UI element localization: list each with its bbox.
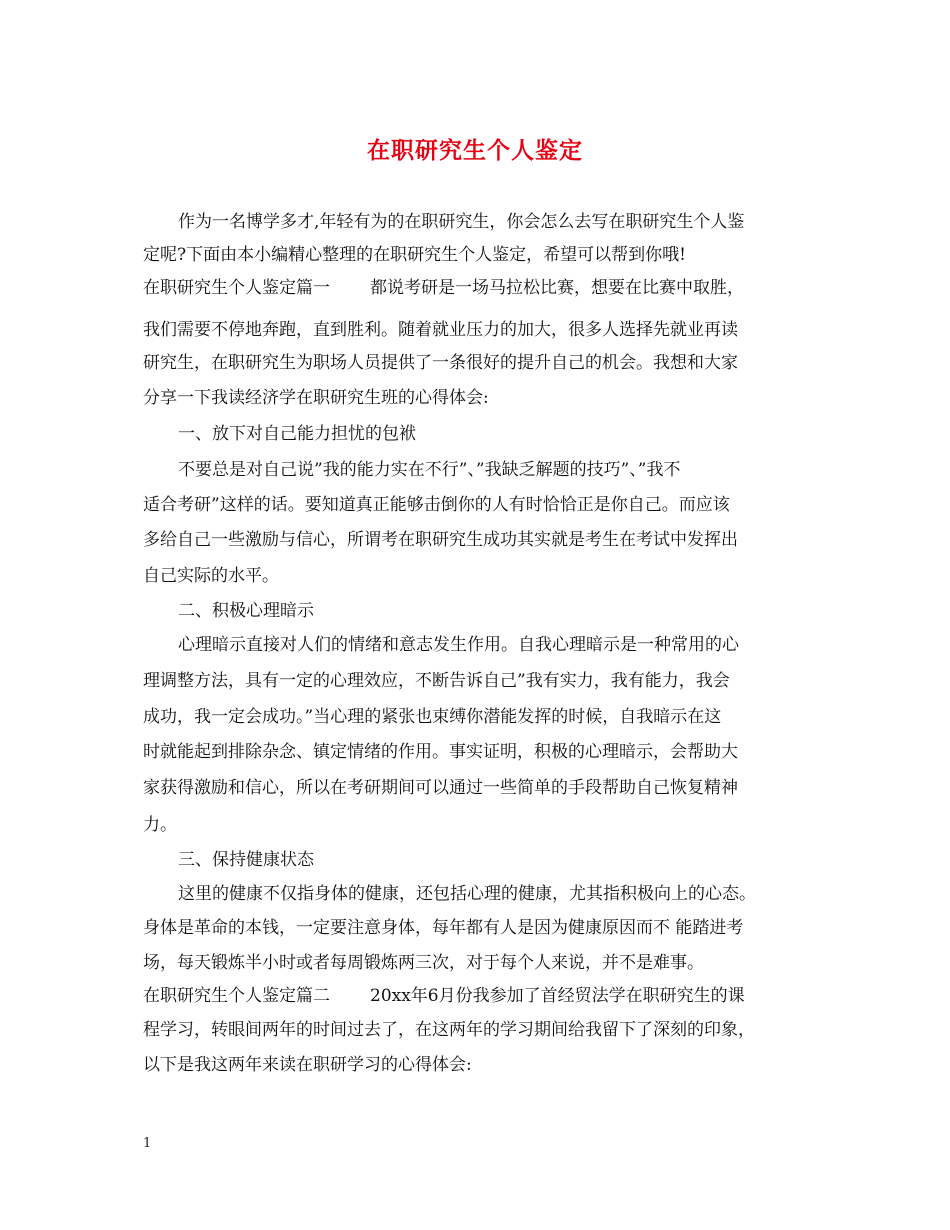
section-heading-1: 在职研究生个人鉴定篇一	[143, 278, 330, 298]
subheading: 一、放下对自己能力担忧的包袱	[178, 424, 416, 444]
paragraph-line: 研究生，在职研究生为职场人员提供了一条很好的提升自己的机会。我想和大家	[143, 353, 738, 373]
paragraph-line: 家获得激励和信心，所以在考研期间可以通过一些简单的手段帮助自己恢复精神	[143, 778, 738, 798]
document-title: 在职研究生个人鉴定	[367, 137, 583, 164]
page-number: 1	[143, 1136, 152, 1151]
paragraph-line: 程学习，转眼间两年的时间过去了，在这两年的学习期间给我留下了深刻的印象，	[143, 1020, 755, 1040]
paragraph-line: 我们需要不停地奔跑，直到胜利。随着就业压力的加大，很多人选择先就业再读	[143, 320, 738, 340]
subheading: 二、积极心理暗示	[178, 601, 314, 621]
paragraph-line: 力。	[143, 815, 177, 835]
paragraph-line: 理调整方法，具有一定的心理效应，不断告诉自己”我有实力，我有能力，我会	[143, 671, 730, 691]
paragraph-text: 都说考研是一场马拉松比赛，想要在比赛中取胜，	[370, 278, 744, 298]
section-heading-2: 在职研究生个人鉴定篇二	[143, 986, 330, 1006]
paragraph-line: 多给自己一些激励与信心，所谓考在职研究生成功其实就是考生在考试中发挥出	[143, 530, 738, 550]
section-heading-line	[143, 985, 823, 1007]
paragraph-line: 这里的健康不仅指身体的健康，还包括心理的健康，尤其指积极向上的心态。	[178, 884, 756, 904]
paragraph-text: 20xx年6月份我参加了首经贸法学在职研究生的课	[370, 986, 745, 1006]
paragraph-line: 时就能起到排除杂念、镇定情绪的作用。事实证明，积极的心理暗示，会帮助大	[143, 742, 738, 762]
paragraph-line: 作为一名博学多才,年轻有为的在职研究生，你会怎么去写在职研究生个人鉴	[178, 212, 745, 232]
paragraph-line: 分享一下我读经济学在职研究生班的心得体会:	[143, 388, 489, 408]
paragraph-line: 以下是我这两年来读在职研学习的心得体会:	[143, 1055, 472, 1075]
subheading: 三、保持健康状态	[178, 850, 314, 870]
paragraph-line: 身体是革命的本钱，一定要注意身体，每年都有人是因为健康原因而不 能踏进考	[143, 918, 744, 938]
paragraph-line: 不要总是对自己说”我的能力实在不行”、”我缺乏解题的技巧”、”我不	[178, 460, 681, 480]
paragraph-line: 场，每天锻炼半小时或者每周锻炼两三次，对于每个人来说，并不是难事。	[143, 953, 704, 973]
paragraph-line: 心理暗示直接对人们的情绪和意志发生作用。自我心理暗示是一种常用的心	[178, 635, 739, 655]
paragraph-line: 成功，我一定会成功。”当心理的紧张也束缚你潜能发挥的时候，自我暗示在这	[143, 707, 722, 727]
paragraph-line: 自己实际的水平。	[143, 566, 279, 586]
paragraph-line: 定呢?下面由本小编精心整理的在职研究生个人鉴定，希望可以帮到你哦!	[143, 245, 686, 265]
paragraph-line: 适合考研”这样的话。要知道真正能够击倒你的人有时恰恰正是你自己。而应该	[143, 495, 730, 515]
section-heading-line	[143, 277, 823, 299]
